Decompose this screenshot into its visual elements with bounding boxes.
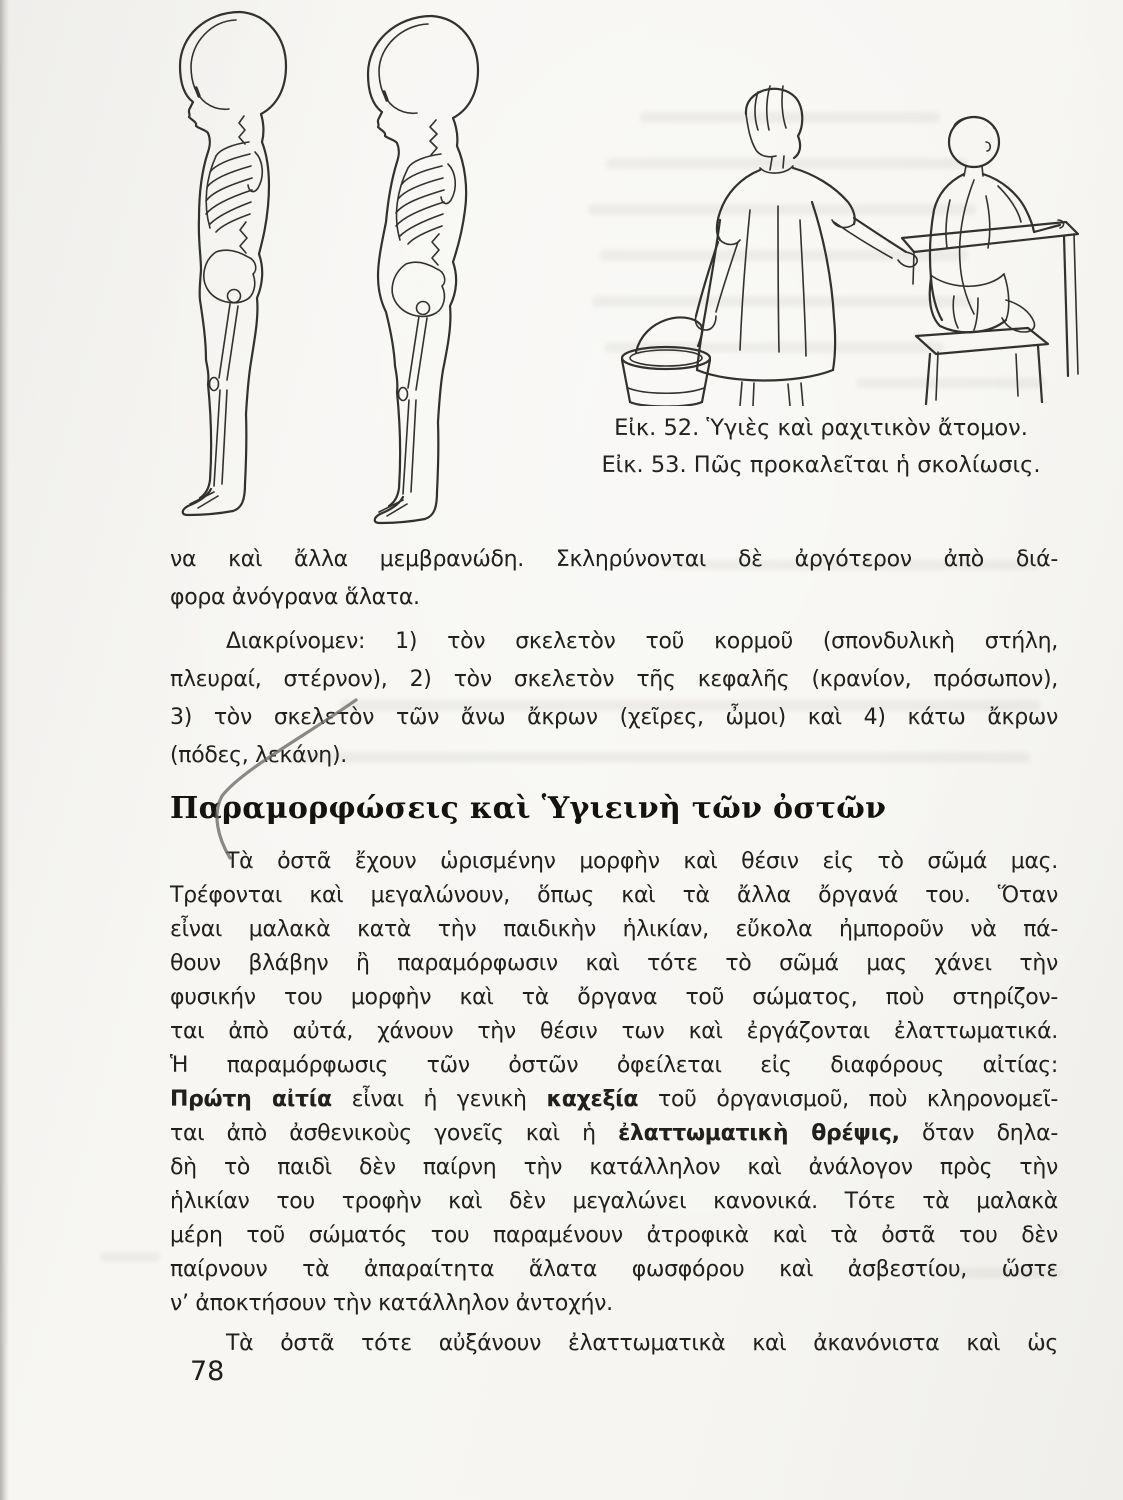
text-line xyxy=(170,981,1058,1015)
text-segment: εἶναι μαλακὰ κατὰ τὴν παιδικὴν ἡλικίαν, εὔκολα ἠμποροῦν νὰ πά- xyxy=(170,917,1058,942)
text-segment: φορα ἀνόγρανα ἅλατα. xyxy=(170,585,420,610)
healthy-skeleton-drawing xyxy=(180,12,286,515)
bold-text-segment: ἐλαττωματικὴ θρέψις, xyxy=(618,1121,900,1146)
girl-with-bucket-drawing xyxy=(622,86,917,406)
figure-53-scoliosis-scene xyxy=(550,70,1082,410)
text-line xyxy=(170,879,1058,913)
bucket-drawing xyxy=(622,317,710,406)
text-segment: να καὶ ἄλλα μεμβρανώδη. Σκληρύνονται δὲ ἀργότερον ἀπὸ διά- xyxy=(170,547,1058,572)
text-line xyxy=(170,1151,1058,1185)
text-segment: ν’ ἀποκτήσουν τὴν κατάλληλον ἀντοχήν. xyxy=(170,1291,613,1316)
text-segment: Ἡ παραμόρφωσις τῶν ὀστῶν ὀφείλεται εἰς διαφόρους αἰτίας: xyxy=(170,1053,1058,1078)
text-line xyxy=(170,1015,1058,1049)
scoliosis-scene-drawing xyxy=(550,70,1082,406)
section-heading: Παραμορφώσεις καὶ Ὑγιεινὴ τῶν ὀστῶν xyxy=(170,791,887,826)
text-line xyxy=(170,1219,1058,1253)
scan-edge-shadow xyxy=(0,0,9,1500)
figure-captions xyxy=(586,410,1056,484)
text-segment: Τὰ ὀστᾶ ἔχουν ὡρισμένην μορφὴν καὶ θέσιν εἰς τὸ σῶμά μας. xyxy=(226,849,1058,874)
text-line xyxy=(170,913,1058,947)
text-segment: Τὰ ὀστᾶ τότε αὐξάνουν ἐλαττωματικὰ καὶ ἀκανόνιστα καὶ ὡς xyxy=(226,1331,1058,1356)
text-line xyxy=(170,623,1058,661)
text-segment: φυσικήν του μορφὴν καὶ τὰ ὄργανα τοῦ σώματος, ποὺ στηρίζον- xyxy=(170,985,1058,1010)
skeletons-drawing xyxy=(150,6,532,534)
pen-mark-annotation xyxy=(198,686,368,870)
paragraph xyxy=(170,1327,1058,1361)
text-segment: δὴ τὸ παιδὶ δὲν παίρνη τὴν κατάλληλον καὶ ἀνάλογον πρὸς τὴν xyxy=(170,1155,1058,1180)
text-segment: 3) τὸν σκελετὸν τῶν ἄνω ἄκρων (χεῖρες, ὦμοι) καὶ 4) κάτω ἄκρων xyxy=(170,705,1058,730)
text-segment: εἶναι ἡ γενικὴ xyxy=(331,1087,547,1112)
text-segment: (πόδες, λεκάνη). xyxy=(170,743,347,768)
boy-at-table-drawing xyxy=(902,117,1078,404)
text-line xyxy=(170,1287,1058,1321)
text-flow xyxy=(170,541,1058,1361)
figure-52-skeletons xyxy=(150,6,532,538)
bold-text-segment: καχεξία xyxy=(546,1087,639,1112)
caption-fig-52: Εἰκ. 52. Ὑγιὲς καὶ ραχιτικὸν ἄτομον. xyxy=(614,415,1028,441)
text-segment: ται ἀπὸ ἀσθενικοὺς γονεῖς καὶ ἡ xyxy=(170,1121,619,1146)
text-line xyxy=(170,1117,1058,1151)
text-segment: θουν βλάβην ἢ παραμόρφωσιν καὶ τότε τὸ σῶμά μας χάνει τὴν xyxy=(170,951,1058,976)
text-line xyxy=(170,1049,1058,1083)
bleedthrough-artifact xyxy=(100,1252,160,1262)
page-number: 78 xyxy=(190,1356,225,1387)
text-segment: μέρη τοῦ σώματός του παραμένουν ἀτροφικὰ καὶ τὰ ὀστᾶ του δὲν xyxy=(170,1223,1058,1248)
text-segment: Τρέφονται καὶ μεγαλώνουν, ὅπως καὶ τὰ ἄλλα ὄργανά του. Ὅταν xyxy=(170,883,1058,908)
text-segment: τοῦ ὀργανισμοῦ, ποὺ κληρονομεῖ- xyxy=(638,1087,1059,1112)
text-segment: ὅταν δηλα- xyxy=(899,1121,1058,1146)
paragraph xyxy=(170,541,1058,617)
bold-text-segment: Πρώτη αἰτία xyxy=(170,1087,332,1112)
paragraph xyxy=(170,845,1058,1321)
text-segment: ἡλικίαν του τροφὴν καὶ δὲν μεγαλώνει κανονικά. Τότε τὰ μαλακὰ xyxy=(170,1189,1058,1214)
text-line xyxy=(170,541,1058,579)
text-line xyxy=(170,1253,1058,1287)
text-segment: παίρνουν τὰ ἀπαραίτητα ἅλατα φωσφόρου καὶ ἀσβεστίου, ὥστε xyxy=(170,1257,1058,1282)
text-line xyxy=(170,1327,1058,1361)
text-segment: πλευραί, στέρνον), 2) τὸν σκελετὸν τῆς κεφαλῆς (κρανίον, πρόσωπον), xyxy=(170,667,1058,692)
rachitic-skeleton-drawing xyxy=(368,16,478,523)
text-segment: Διακρίνομεν: 1) τὸν σκελετὸν τοῦ κορμοῦ (σπονδυλικὴ στήλη, xyxy=(226,629,1058,654)
text-line xyxy=(170,1185,1058,1219)
text-line xyxy=(170,1083,1058,1117)
text-line xyxy=(170,579,1058,617)
text-line xyxy=(170,947,1058,981)
text-segment: ται ἀπὸ αὐτά, χάνουν τὴν θέσιν των καὶ ἐργάζονται ἐλαττωματικά. xyxy=(170,1019,1058,1044)
caption-fig-53: Εἰκ. 53. Πῶς προκαλεῖται ἡ σκολίωσις. xyxy=(601,452,1041,478)
